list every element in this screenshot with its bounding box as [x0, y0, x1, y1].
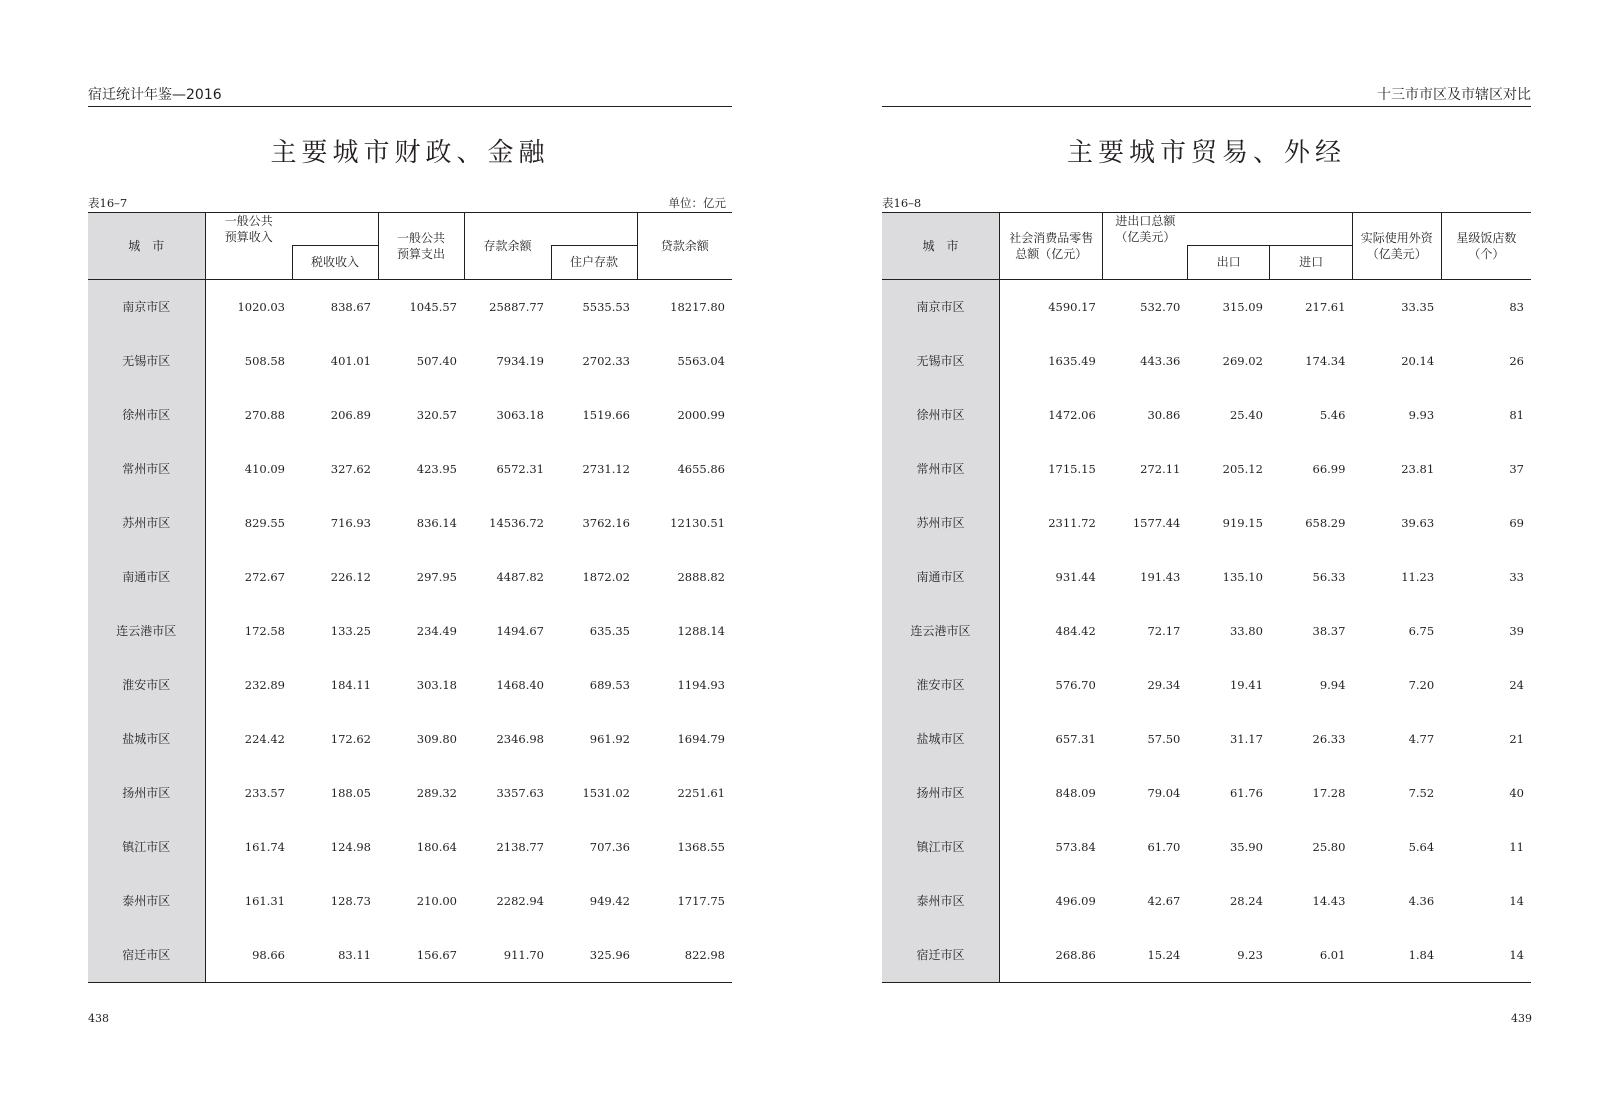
city-cell: 淮安市区 — [882, 658, 1000, 712]
value-cell: 272.67 — [244, 569, 285, 584]
value-cell: 19.41 — [1229, 677, 1263, 692]
header-import: 进口 — [1270, 245, 1353, 279]
city-cell: 镇江市区 — [882, 820, 1000, 874]
value-cell: 40 — [1509, 785, 1524, 800]
value-cell: 507.40 — [416, 353, 457, 368]
value-cell: 14 — [1441, 928, 1531, 983]
table-row — [882, 279, 1531, 334]
value-cell: 2702.33 — [582, 353, 630, 368]
value-cell: 191.43 — [1140, 569, 1181, 584]
trade-table — [882, 212, 1531, 983]
value-cell: 707.36 — [589, 839, 630, 854]
value-cell: 848.09 — [1055, 785, 1096, 800]
city-cell: 扬州市区 — [88, 766, 205, 820]
value-cell: 1494.67 — [496, 623, 544, 638]
value-cell: 1020.03 — [237, 299, 285, 314]
finance-table — [88, 212, 732, 983]
table-row — [88, 766, 732, 820]
value-cell: 1.84 — [1352, 928, 1441, 983]
value-cell: 1288.14 — [677, 623, 725, 638]
page-title: 主要城市贸易、外经 — [1066, 138, 1346, 168]
value-cell: 289.32 — [416, 785, 457, 800]
value-cell: 28.24 — [1229, 893, 1263, 908]
value-cell: 309.80 — [416, 731, 457, 746]
value-cell: 4487.82 — [496, 569, 544, 584]
value-cell: 2138.77 — [496, 839, 544, 854]
value-cell: 217.61 — [1305, 299, 1346, 314]
value-cell: 25.40 — [1229, 407, 1263, 422]
value-cell: 838.67 — [330, 299, 371, 314]
value-cell: 9.94 — [1319, 677, 1346, 692]
value-cell: 81 — [1509, 407, 1524, 422]
value-cell: 269.02 — [1222, 353, 1263, 368]
right-page — [804, 0, 1608, 1099]
value-cell: 635.35 — [589, 623, 630, 638]
city-cell: 南京市区 — [88, 279, 205, 334]
value-cell: 2251.61 — [677, 785, 725, 800]
value-cell: 657.31 — [1055, 731, 1096, 746]
value-cell: 33 — [1509, 569, 1524, 584]
table-row — [88, 496, 732, 550]
city-cell: 盐城市区 — [882, 712, 1000, 766]
value-cell: 1045.57 — [409, 299, 457, 314]
header-deposit-balance: 存款余额 — [464, 213, 551, 280]
header-general-revenue: 一般公共 预算收入 — [205, 213, 292, 246]
table-row — [882, 766, 1531, 820]
value-cell: 327.62 — [330, 461, 371, 476]
value-cell: 11 — [1509, 839, 1524, 854]
value-cell: 1368.55 — [677, 839, 725, 854]
value-cell: 7.20 — [1408, 677, 1435, 692]
value-cell: 161.74 — [244, 839, 285, 854]
value-cell: 508.58 — [244, 353, 285, 368]
city-cell: 常州市区 — [882, 442, 1000, 496]
value-cell: 2311.72 — [1048, 515, 1096, 530]
city-cell: 苏州市区 — [88, 496, 205, 550]
value-cell: 26 — [1509, 353, 1524, 368]
value-cell: 6.01 — [1270, 928, 1353, 983]
city-cell: 淮安市区 — [88, 658, 205, 712]
value-cell: 919.15 — [1222, 515, 1263, 530]
running-head: 宿迁统计年鉴—2016 — [88, 84, 732, 107]
value-cell: 1577.44 — [1132, 515, 1181, 530]
city-cell: 宿迁市区 — [882, 928, 1000, 983]
table-row — [88, 874, 732, 928]
value-cell: 174.34 — [1305, 353, 1346, 368]
value-cell: 1468.40 — [496, 677, 544, 692]
value-cell: 124.98 — [330, 839, 371, 854]
value-cell: 72.17 — [1147, 623, 1181, 638]
value-cell: 4.77 — [1408, 731, 1435, 746]
table-row — [882, 496, 1531, 550]
value-cell: 14 — [1509, 893, 1524, 908]
table-row — [88, 388, 732, 442]
value-cell: 57.50 — [1147, 731, 1181, 746]
left-page — [0, 0, 804, 1099]
value-cell: 423.95 — [416, 461, 457, 476]
value-cell: 25887.77 — [489, 299, 544, 314]
value-cell: 232.89 — [244, 677, 285, 692]
value-cell: 2000.99 — [677, 407, 725, 422]
value-cell: 156.67 — [378, 928, 464, 983]
page-number: 438 — [88, 1012, 109, 1025]
value-cell: 961.92 — [589, 731, 630, 746]
value-cell: 234.49 — [416, 623, 457, 638]
value-cell: 38.37 — [1312, 623, 1346, 638]
value-cell: 716.93 — [330, 515, 371, 530]
city-cell: 扬州市区 — [882, 766, 1000, 820]
table-row — [88, 550, 732, 604]
value-cell: 5563.04 — [677, 353, 725, 368]
value-cell: 1872.02 — [582, 569, 630, 584]
value-cell: 3357.63 — [496, 785, 544, 800]
table-row — [88, 928, 732, 983]
city-cell: 泰州市区 — [882, 874, 1000, 928]
value-cell: 320.57 — [416, 407, 457, 422]
value-cell: 25.80 — [1312, 839, 1346, 854]
value-cell: 98.66 — [205, 928, 292, 983]
city-cell: 连云港市区 — [88, 604, 205, 658]
value-cell: 161.31 — [244, 893, 285, 908]
table-row — [882, 388, 1531, 442]
value-cell: 7934.19 — [496, 353, 544, 368]
value-cell: 30.86 — [1147, 407, 1181, 422]
value-cell: 931.44 — [1055, 569, 1096, 584]
value-cell: 20.14 — [1401, 353, 1435, 368]
value-cell: 61.70 — [1147, 839, 1181, 854]
value-cell: 135.10 — [1222, 569, 1263, 584]
table-row — [88, 820, 732, 874]
value-cell: 911.70 — [464, 928, 551, 983]
table-row — [88, 604, 732, 658]
value-cell: 658.29 — [1305, 515, 1346, 530]
header-fdi: 实际使用外资 （亿美元） — [1352, 213, 1441, 280]
city-cell: 南京市区 — [882, 279, 1000, 334]
value-cell: 15.24 — [1103, 928, 1188, 983]
table-row — [882, 550, 1531, 604]
value-cell: 35.90 — [1229, 839, 1263, 854]
value-cell: 3063.18 — [496, 407, 544, 422]
table-row — [882, 334, 1531, 388]
city-cell: 苏州市区 — [882, 496, 1000, 550]
table-row — [882, 442, 1531, 496]
header-household-deposit: 住户存款 — [551, 245, 637, 279]
value-cell: 66.99 — [1312, 461, 1346, 476]
value-cell: 128.73 — [330, 893, 371, 908]
city-cell: 南通市区 — [882, 550, 1000, 604]
value-cell: 5535.53 — [582, 299, 630, 314]
header-general-expenditure: 一般公共 预算支出 — [378, 213, 464, 280]
value-cell: 2282.94 — [496, 893, 544, 908]
value-cell: 17.28 — [1312, 785, 1346, 800]
header-city: 城 市 — [88, 213, 205, 280]
value-cell: 11.23 — [1401, 569, 1435, 584]
table-number: 表16–8 — [882, 196, 922, 210]
city-cell: 常州市区 — [88, 442, 205, 496]
value-cell: 4590.17 — [1048, 299, 1096, 314]
table-row — [882, 874, 1531, 928]
value-cell: 83 — [1509, 299, 1524, 314]
city-cell: 镇江市区 — [88, 820, 205, 874]
value-cell: 443.36 — [1140, 353, 1181, 368]
value-cell: 206.89 — [330, 407, 371, 422]
header-loan-balance: 贷款余额 — [637, 213, 732, 280]
city-cell: 徐州市区 — [88, 388, 205, 442]
city-cell: 泰州市区 — [88, 874, 205, 928]
value-cell: 172.62 — [330, 731, 371, 746]
value-cell: 496.09 — [1055, 893, 1096, 908]
city-cell: 盐城市区 — [88, 712, 205, 766]
value-cell: 210.00 — [416, 893, 457, 908]
value-cell: 56.33 — [1312, 569, 1346, 584]
value-cell: 69 — [1509, 515, 1524, 530]
value-cell: 12130.51 — [670, 515, 725, 530]
value-cell: 303.18 — [416, 677, 457, 692]
table-row — [88, 279, 732, 334]
value-cell: 79.04 — [1147, 785, 1181, 800]
value-cell: 949.42 — [589, 893, 630, 908]
value-cell: 5.64 — [1408, 839, 1435, 854]
value-cell: 2346.98 — [496, 731, 544, 746]
value-cell: 1715.15 — [1048, 461, 1096, 476]
value-cell: 180.64 — [416, 839, 457, 854]
table-row — [88, 334, 732, 388]
value-cell: 1531.02 — [582, 785, 630, 800]
value-cell: 18217.80 — [670, 299, 725, 314]
value-cell: 829.55 — [244, 515, 285, 530]
table-row — [882, 712, 1531, 766]
value-cell: 226.12 — [330, 569, 371, 584]
value-cell: 24 — [1509, 677, 1524, 692]
value-cell: 14.43 — [1312, 893, 1346, 908]
header-trade-total: 进出口总额 （亿美元） — [1103, 213, 1188, 246]
value-cell: 5.46 — [1319, 407, 1346, 422]
value-cell: 9.93 — [1408, 407, 1435, 422]
value-cell: 532.70 — [1140, 299, 1181, 314]
value-cell: 401.01 — [330, 353, 371, 368]
value-cell: 184.11 — [330, 677, 371, 692]
value-cell: 573.84 — [1055, 839, 1096, 854]
value-cell: 9.23 — [1187, 928, 1270, 983]
table-row — [882, 604, 1531, 658]
table-row — [882, 928, 1531, 983]
unit-label: 单位：亿元 — [668, 196, 726, 210]
value-cell: 42.67 — [1147, 893, 1181, 908]
value-cell: 1472.06 — [1048, 407, 1096, 422]
table-row — [882, 820, 1531, 874]
value-cell: 325.96 — [551, 928, 637, 983]
header-city: 城 市 — [882, 213, 1000, 280]
city-cell: 宿迁市区 — [88, 928, 205, 983]
value-cell: 836.14 — [416, 515, 457, 530]
value-cell: 33.35 — [1401, 299, 1435, 314]
value-cell: 1694.79 — [677, 731, 725, 746]
value-cell: 26.33 — [1312, 731, 1346, 746]
page-title: 主要城市财政、金融 — [270, 138, 550, 168]
value-cell: 822.98 — [637, 928, 732, 983]
value-cell: 233.57 — [244, 785, 285, 800]
value-cell: 6.75 — [1408, 623, 1435, 638]
value-cell: 576.70 — [1055, 677, 1096, 692]
value-cell: 172.58 — [244, 623, 285, 638]
value-cell: 4.36 — [1408, 893, 1435, 908]
value-cell: 33.80 — [1229, 623, 1263, 638]
value-cell: 4655.86 — [677, 461, 725, 476]
city-cell: 无锡市区 — [882, 334, 1000, 388]
value-cell: 21 — [1509, 731, 1524, 746]
value-cell: 3762.16 — [582, 515, 630, 530]
city-cell: 连云港市区 — [882, 604, 1000, 658]
value-cell: 61.76 — [1229, 785, 1263, 800]
city-cell: 徐州市区 — [882, 388, 1000, 442]
value-cell: 315.09 — [1222, 299, 1263, 314]
header-export: 出口 — [1187, 245, 1270, 279]
value-cell: 268.86 — [1000, 928, 1103, 983]
value-cell: 31.17 — [1229, 731, 1263, 746]
value-cell: 133.25 — [330, 623, 371, 638]
value-cell: 188.05 — [330, 785, 371, 800]
city-cell: 无锡市区 — [88, 334, 205, 388]
value-cell: 224.42 — [244, 731, 285, 746]
value-cell: 1635.49 — [1048, 353, 1096, 368]
table-number: 表16–7 — [88, 196, 128, 210]
value-cell: 83.11 — [292, 928, 378, 983]
value-cell: 484.42 — [1055, 623, 1096, 638]
value-cell: 2888.82 — [677, 569, 725, 584]
value-cell: 6572.31 — [496, 461, 544, 476]
value-cell: 14536.72 — [489, 515, 544, 530]
header-tax-revenue: 税收收入 — [292, 245, 378, 279]
value-cell: 39 — [1509, 623, 1524, 638]
value-cell: 1519.66 — [582, 407, 630, 422]
header-star-hotels: 星级饭店数 （个） — [1441, 213, 1531, 280]
value-cell: 1717.75 — [677, 893, 725, 908]
table-row — [88, 712, 732, 766]
value-cell: 7.52 — [1408, 785, 1435, 800]
value-cell: 270.88 — [244, 407, 285, 422]
value-cell: 297.95 — [416, 569, 457, 584]
value-cell: 272.11 — [1140, 461, 1181, 476]
running-head: 十三市市区及市辖区对比 — [882, 84, 1531, 107]
header-retail-sales: 社会消费品零售 总额（亿元） — [1000, 213, 1103, 280]
table-row — [882, 658, 1531, 712]
page-number: 439 — [1511, 1012, 1532, 1025]
value-cell: 689.53 — [589, 677, 630, 692]
value-cell: 37 — [1509, 461, 1524, 476]
value-cell: 205.12 — [1222, 461, 1263, 476]
value-cell: 2731.12 — [582, 461, 630, 476]
table-row — [88, 658, 732, 712]
value-cell: 39.63 — [1401, 515, 1435, 530]
table-row — [88, 442, 732, 496]
value-cell: 410.09 — [244, 461, 285, 476]
value-cell: 29.34 — [1147, 677, 1181, 692]
value-cell: 23.81 — [1401, 461, 1435, 476]
city-cell: 南通市区 — [88, 550, 205, 604]
value-cell: 1194.93 — [677, 677, 725, 692]
